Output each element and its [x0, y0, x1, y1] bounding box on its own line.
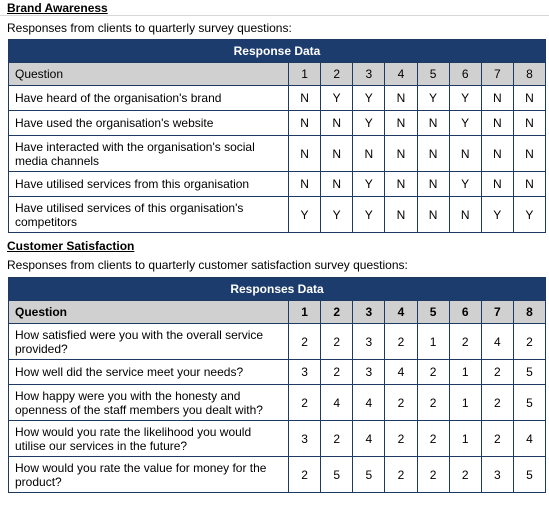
- column-header: 3: [353, 63, 385, 86]
- response-cell: 4: [353, 385, 385, 421]
- response-cell: N: [481, 172, 513, 197]
- header-row: [9, 63, 546, 86]
- response-cell: N: [321, 172, 353, 197]
- divider: [0, 15, 549, 16]
- table-body: [9, 63, 546, 233]
- response-cell: Y: [289, 197, 321, 233]
- table-row: [9, 172, 546, 197]
- response-data-table: [8, 39, 546, 233]
- header-row: [9, 301, 546, 324]
- column-header: 7: [481, 301, 513, 324]
- response-cell: 2: [513, 324, 545, 360]
- response-cell: Y: [321, 86, 353, 111]
- response-cell: 1: [449, 385, 481, 421]
- response-cell: Y: [417, 86, 449, 111]
- response-cell: N: [385, 136, 417, 172]
- question-cell: Have utilised services from this organisation: [9, 172, 289, 197]
- response-cell: Y: [353, 172, 385, 197]
- response-cell: Y: [513, 197, 545, 233]
- response-cell: N: [481, 136, 513, 172]
- response-cell: N: [385, 197, 417, 233]
- response-cell: Y: [353, 197, 385, 233]
- table-title: Response Data: [9, 40, 546, 63]
- response-cell: 2: [385, 457, 417, 493]
- response-cell: 2: [449, 324, 481, 360]
- response-cell: Y: [449, 86, 481, 111]
- response-cell: N: [385, 86, 417, 111]
- column-header: 2: [321, 63, 353, 86]
- response-cell: 2: [321, 360, 353, 385]
- response-cell: N: [321, 111, 353, 136]
- question-cell: How satisfied were you with the overall service provided?: [9, 324, 289, 360]
- table-row: [9, 385, 546, 421]
- response-cell: 2: [417, 385, 449, 421]
- response-cell: N: [449, 197, 481, 233]
- brand-awareness-heading: Brand Awareness: [7, 1, 108, 15]
- response-cell: 2: [289, 457, 321, 493]
- response-cell: 5: [321, 457, 353, 493]
- response-cell: 4: [321, 385, 353, 421]
- column-header: 5: [417, 301, 449, 324]
- response-cell: 5: [353, 457, 385, 493]
- table-row: [9, 457, 546, 493]
- column-header: 1: [289, 301, 321, 324]
- response-cell: N: [417, 197, 449, 233]
- response-cell: 2: [481, 421, 513, 457]
- response-cell: N: [385, 111, 417, 136]
- response-cell: 4: [353, 421, 385, 457]
- response-cell: 3: [353, 360, 385, 385]
- table-row: [9, 111, 546, 136]
- question-cell: Have heard of the organisation's brand: [9, 86, 289, 111]
- response-cell: 3: [289, 421, 321, 457]
- response-cell: 1: [417, 324, 449, 360]
- response-cell: 2: [289, 385, 321, 421]
- satisfaction-intro-text: Responses from clients to quarterly customer satisfaction survey questions:: [7, 258, 408, 272]
- column-header: 4: [385, 63, 417, 86]
- response-cell: 3: [481, 457, 513, 493]
- column-header: 5: [417, 63, 449, 86]
- response-cell: 3: [289, 360, 321, 385]
- response-cell: 2: [449, 457, 481, 493]
- question-cell: Have utilised services of this organisation's competitors: [9, 197, 289, 233]
- response-cell: Y: [449, 172, 481, 197]
- column-header: 8: [513, 301, 545, 324]
- table-body: [9, 301, 546, 493]
- response-cell: N: [481, 86, 513, 111]
- response-cell: N: [481, 111, 513, 136]
- question-cell: How would you rate the likelihood you would utilise our services in the future?: [9, 421, 289, 457]
- response-cell: N: [417, 111, 449, 136]
- question-cell: How well did the service meet your needs?: [9, 360, 289, 385]
- response-cell: Y: [449, 111, 481, 136]
- response-cell: N: [417, 172, 449, 197]
- response-cell: 2: [417, 360, 449, 385]
- response-cell: N: [385, 172, 417, 197]
- question-column-header: Question: [9, 63, 289, 86]
- response-cell: N: [353, 136, 385, 172]
- response-cell: Y: [481, 197, 513, 233]
- column-header: 8: [513, 63, 545, 86]
- column-header: 6: [449, 63, 481, 86]
- column-header: 3: [353, 301, 385, 324]
- column-header: 2: [321, 301, 353, 324]
- response-cell: N: [417, 136, 449, 172]
- question-column-header: Question: [9, 301, 289, 324]
- response-cell: 4: [385, 360, 417, 385]
- responses-data-table: [8, 277, 546, 493]
- response-cell: 3: [353, 324, 385, 360]
- brand-intro-text: Responses from clients to quarterly survey questions:: [7, 21, 292, 35]
- response-cell: 5: [513, 360, 545, 385]
- response-cell: 2: [481, 385, 513, 421]
- response-cell: Y: [353, 86, 385, 111]
- response-cell: 1: [449, 360, 481, 385]
- table-row: [9, 324, 546, 360]
- response-cell: 5: [513, 457, 545, 493]
- response-cell: N: [513, 111, 545, 136]
- response-cell: N: [513, 136, 545, 172]
- response-cell: 1: [449, 421, 481, 457]
- response-cell: 5: [513, 385, 545, 421]
- response-cell: N: [289, 172, 321, 197]
- table-row: [9, 421, 546, 457]
- response-cell: 2: [385, 385, 417, 421]
- response-cell: N: [289, 111, 321, 136]
- response-cell: Y: [321, 197, 353, 233]
- question-cell: Have interacted with the organisation's social media channels: [9, 136, 289, 172]
- response-cell: N: [289, 86, 321, 111]
- column-header: 7: [481, 63, 513, 86]
- response-cell: 2: [417, 457, 449, 493]
- response-cell: 2: [481, 360, 513, 385]
- table-row: [9, 360, 546, 385]
- column-header: 1: [289, 63, 321, 86]
- table-title: Responses Data: [9, 278, 546, 301]
- customer-satisfaction-heading: Customer Satisfaction: [7, 239, 135, 253]
- response-cell: N: [513, 86, 545, 111]
- response-cell: N: [321, 136, 353, 172]
- response-cell: 2: [385, 324, 417, 360]
- response-cell: N: [449, 136, 481, 172]
- table-row: [9, 197, 546, 233]
- question-cell: How would you rate the value for money for the product?: [9, 457, 289, 493]
- table-row: [9, 86, 546, 111]
- response-cell: 2: [289, 324, 321, 360]
- response-cell: 2: [385, 421, 417, 457]
- table-row: [9, 136, 546, 172]
- response-cell: N: [513, 172, 545, 197]
- question-cell: How happy were you with the honesty and openness of the staff members you dealt with?: [9, 385, 289, 421]
- response-cell: 4: [481, 324, 513, 360]
- response-cell: N: [289, 136, 321, 172]
- column-header: 6: [449, 301, 481, 324]
- response-cell: 2: [417, 421, 449, 457]
- response-cell: 2: [321, 324, 353, 360]
- response-cell: Y: [353, 111, 385, 136]
- response-cell: 2: [321, 421, 353, 457]
- response-cell: 4: [513, 421, 545, 457]
- column-header: 4: [385, 301, 417, 324]
- question-cell: Have used the organisation's website: [9, 111, 289, 136]
